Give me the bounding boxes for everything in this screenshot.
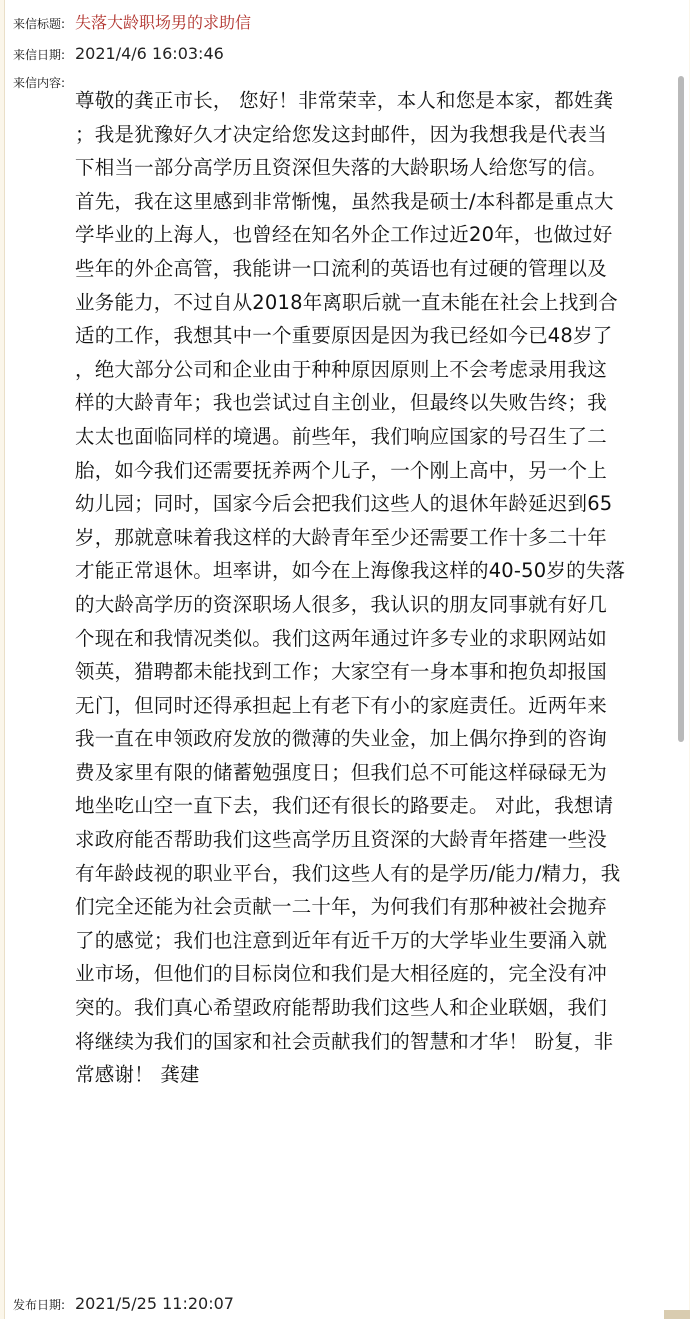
content-line: 业务能力，不过自从2018年离职后就一直未能在社会上找到合 bbox=[75, 290, 618, 314]
content-line: 有年龄歧视的职业平台，我们这些人有的是学历/能力/精力，我 bbox=[75, 861, 621, 885]
content-line: 我一直在申领政府发放的微薄的失业金，加上偶尔挣到的咨询 bbox=[75, 727, 607, 751]
content-row bbox=[13, 74, 75, 91]
content-line: 常感谢！ 龚建 bbox=[75, 1063, 200, 1087]
content-line: 些年的外企高管，我能讲一口流利的英语也有过硬的管理以及 bbox=[75, 256, 607, 280]
content-line: 岁，那就意味着我这样的大龄青年至少还需要工作十多二十年 bbox=[75, 525, 607, 549]
content-line: 才能正常退休。坦率讲，如今在上海像我这样的40-50岁的失落 bbox=[75, 559, 626, 583]
content-line: 地坐吃山空一直下去，我们还有很长的路要走。 对此，我想请 bbox=[75, 794, 614, 818]
content-line: 尊敬的龚正市长， 您好！非常荣幸，本人和您是本家，都姓龚 bbox=[75, 89, 614, 112]
content-line: 领英，猎聘都未能找到工作；大家空有一身本事和抱负却报国 bbox=[75, 660, 607, 684]
date-row bbox=[13, 44, 224, 63]
content-line: ；我是犹豫好久才决定给您发这封邮件，因为我想我是代表当 bbox=[75, 122, 607, 146]
content-line: ，绝大部分公司和企业由于种种原因原则上不会考虑录用我这 bbox=[75, 357, 607, 381]
content-line: 了的感觉；我们也注意到近年有近千万的大学毕业生要涌入就 bbox=[75, 928, 607, 952]
content-line: 胎，如今我们还需要抚养两个儿子，一个刚上高中，另一个上 bbox=[75, 458, 607, 482]
content-scrollbar[interactable] bbox=[678, 76, 684, 742]
content-line: 样的大龄青年；我也尝试过自主创业，但最终以失败告终；我 bbox=[75, 391, 607, 415]
content-line: 突的。我们真心希望政府能帮助我们这些人和企业联姻，我们 bbox=[75, 996, 607, 1020]
publish-row bbox=[13, 1294, 234, 1313]
date-label: 来信日期: bbox=[13, 48, 66, 62]
content-line: 幼儿园；同时，国家今后会把我们这些人的退休年龄延迟到65 bbox=[75, 492, 613, 516]
resize-corner bbox=[664, 1310, 690, 1319]
content-line: 个现在和我情况类似。我们这两年通过许多专业的求职网站如 bbox=[75, 626, 607, 650]
content-line: 下相当一部分高学历且资深但失落的大龄职场人给您写的信。 bbox=[75, 156, 607, 180]
title-row bbox=[13, 10, 251, 33]
content-line: 业市场，但他们的目标岗位和我们是大相径庭的，完全没有冲 bbox=[75, 962, 607, 986]
content-line: 首先，我在这里感到非常惭愧，虽然我是硕士/本科都是重点大 bbox=[75, 189, 614, 213]
publish-label: 发布日期: bbox=[13, 1298, 66, 1312]
publish-date: 2021/5/25 11:20:07 bbox=[75, 1294, 234, 1313]
letter-content bbox=[75, 84, 675, 1092]
content-line: 适的工作，我想其中一个重要原因是因为我已经如今已48岁了 bbox=[75, 324, 613, 348]
content-line: 费及家里有限的储蓄勉强度日；但我们总不可能这样碌碌无为 bbox=[75, 760, 607, 784]
content-line: 将继续为我们的国家和社会贡献我们的智慧和才华！ 盼复，非 bbox=[75, 1029, 614, 1053]
content-line: 学毕业的上海人，也曾经在知名外企工作过近20年，也做过好 bbox=[75, 223, 613, 247]
content-label: 来信内容: bbox=[13, 76, 66, 90]
letter-title: 失落大龄职场男的求助信 bbox=[75, 13, 252, 32]
letter-date: 2021/4/6 16:03:46 bbox=[75, 44, 224, 63]
title-label: 来信标题: bbox=[13, 17, 66, 31]
content-line: 们完全还能为社会贡献一二十年，为何我们有那种被社会抛弃 bbox=[75, 895, 607, 919]
letter-panel bbox=[4, 0, 689, 1319]
content-line: 太太也面临同样的境遇。前些年，我们响应国家的号召生了二 bbox=[75, 424, 607, 448]
content-line: 的大龄高学历的资深职场人很多，我认识的朋友同事就有好几 bbox=[75, 592, 607, 616]
content-line: 无门，但同时还得承担起上有老下有小的家庭责任。近两年来 bbox=[75, 693, 607, 717]
content-line: 求政府能否帮助我们这些高学历且资深的大龄青年搭建一些没 bbox=[75, 828, 607, 852]
